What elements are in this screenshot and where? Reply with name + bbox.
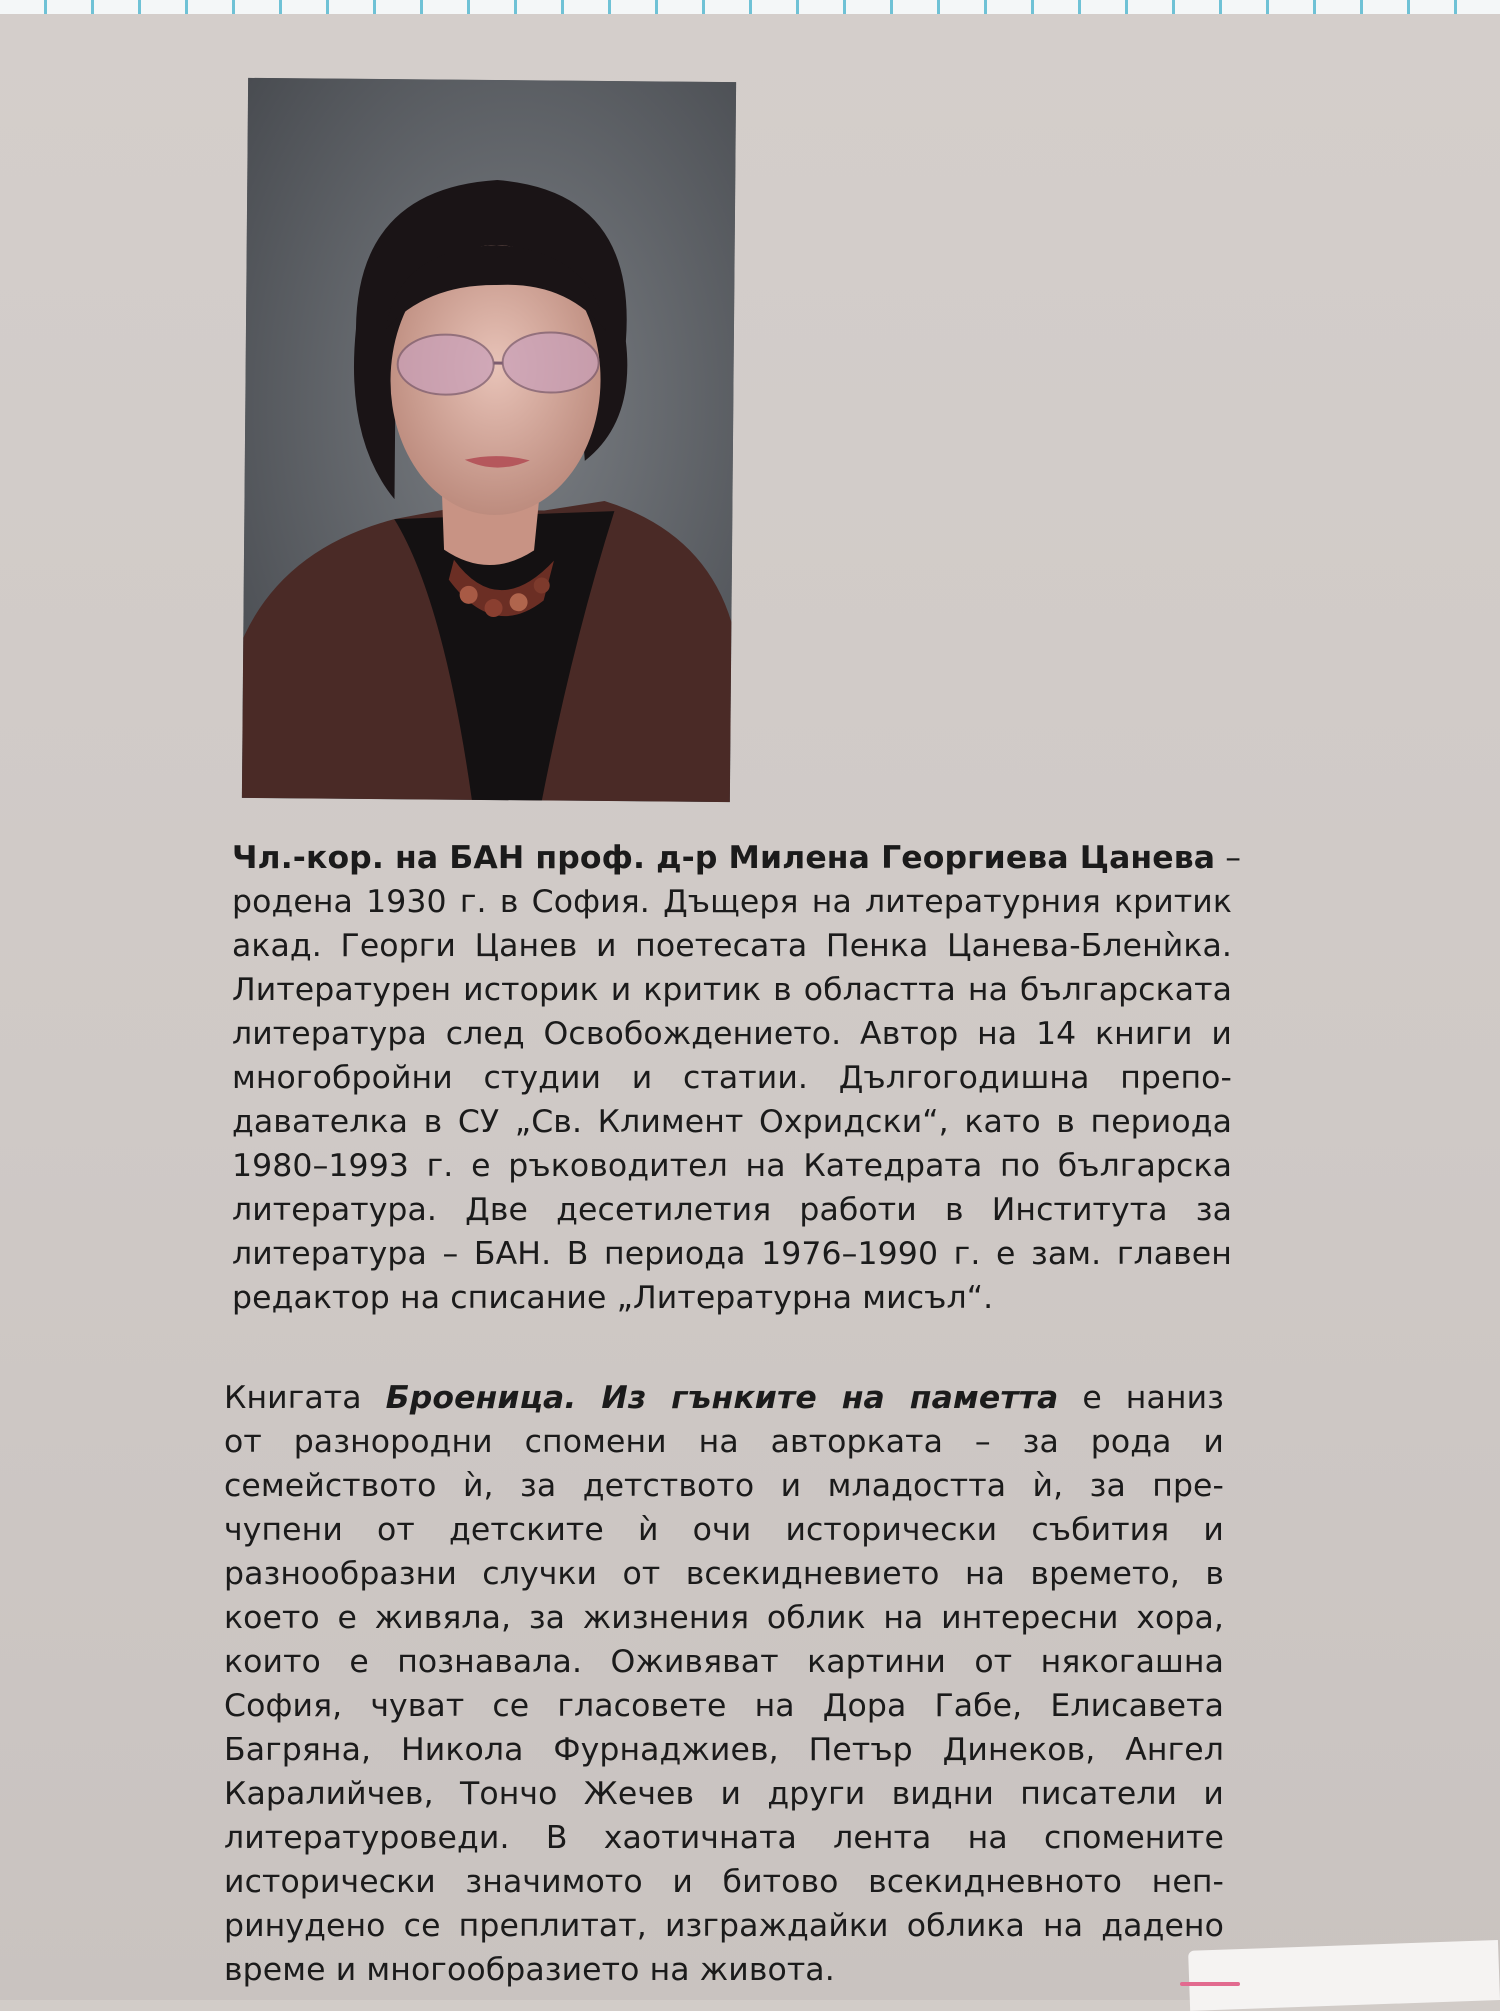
about-line-5: което е живяла, за жизнения облик на интересни хора,	[224, 1596, 1224, 1640]
bio-line-0	[232, 836, 1232, 880]
about-line-0	[224, 1376, 1224, 1420]
about-line-10: литературоведи. В хаотичната лента на спомените	[224, 1816, 1224, 1860]
about-line-11: исторически значимото и битово всекидневното неп-	[224, 1860, 1224, 1904]
book-back-cover	[0, 14, 1500, 2000]
about-line-13: време и многообразието на живота.	[224, 1948, 1224, 1992]
about-line-4: разнообразни случки от всекидневието на времето, в	[224, 1552, 1224, 1596]
about-line-2: семейството ѝ, за детството и младостта ѝ, за пре-	[224, 1464, 1224, 1508]
book-description	[224, 1376, 1224, 1992]
bio-line-6: давателка в СУ „Св. Климент Охридски“, като в периода	[232, 1100, 1232, 1144]
about-line-8: Багряна, Никола Фурнаджиев, Петър Динеков, Ангел	[224, 1728, 1224, 1772]
author-bio	[232, 836, 1232, 1320]
about-suffix: е наниз	[1058, 1380, 1224, 1416]
bio-line-10: редактор на списание „Литературна мисъл“.	[232, 1276, 1232, 1320]
bio-line-9: литература – БАН. В периода 1976–1990 г. е зам. главен	[232, 1232, 1232, 1276]
bio-line-5: многобройни студии и статии. Дългогодишна препо-	[232, 1056, 1232, 1100]
bio-line-1: родена 1930 г. в София. Дъщеря на литературния критик	[232, 880, 1232, 924]
about-line-12: ринудено се преплитат, изграждайки облика на дадено	[224, 1904, 1224, 1948]
about-line-6: които е познавала. Оживяват картини от някогашна	[224, 1640, 1224, 1684]
about-line-7: София, чуват се гласовете на Дора Габе, Елисавета	[224, 1684, 1224, 1728]
author-name: Чл.-кор. на БАН проф. д-р Милена Георгиева Цанева	[232, 840, 1215, 876]
about-line-9: Каралийчев, Тончо Жечев и други видни писатели и	[224, 1772, 1224, 1816]
portrait-photo-icon	[242, 78, 736, 802]
bio-dash: –	[1215, 840, 1241, 876]
bio-line-8: литература. Две десетилетия работи в Института за	[232, 1188, 1232, 1232]
author-portrait	[242, 78, 736, 802]
bio-line-7: 1980–1993 г. е ръководител на Катедрата по българска	[232, 1144, 1232, 1188]
bio-line-4: литература след Освобождението. Автор на 14 книги и	[232, 1012, 1232, 1056]
about-line-3: чупени от детските ѝ очи исторически събития и	[224, 1508, 1224, 1552]
book-title: Броеница. Из гънките на паметта	[386, 1380, 1059, 1416]
about-line-1: от разнородни спомени на авторката – за рода и	[224, 1420, 1224, 1464]
bio-line-2: акад. Георги Цанев и поетесата Пенка Цанева-Бленѝка.	[232, 924, 1232, 968]
price-sticker	[1188, 1940, 1500, 2011]
about-prefix: Книгата	[224, 1380, 386, 1416]
sticker-mark	[1180, 1982, 1240, 1986]
bio-line-3: Литературен историк и критик в областта на българската	[232, 968, 1232, 1012]
